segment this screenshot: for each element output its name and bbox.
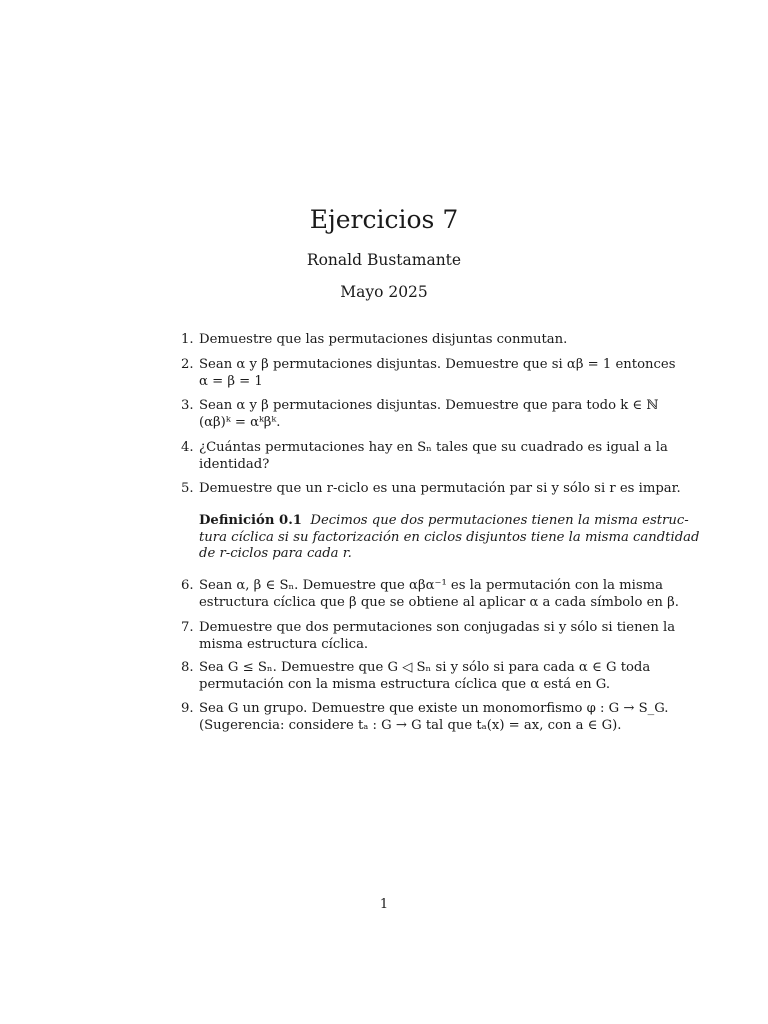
exercise-item <box>181 660 651 693</box>
exercise-item <box>181 398 659 431</box>
exercise-line: Sean α, β ∈ Sₙ. Demuestre que αβα⁻¹ es la permutación con la misma <box>199 578 664 593</box>
exercise-item <box>181 578 679 611</box>
definition-line: de r-ciclos para cada r. <box>199 546 352 561</box>
exercise-item <box>181 620 676 653</box>
exercise-text <box>199 660 651 693</box>
exercise-item <box>181 701 669 734</box>
exercise-number: 1. <box>181 332 194 347</box>
exercise-line: ¿Cuántas permutaciones hay en Sₙ tales que su cuadrado es igual a la <box>199 440 668 455</box>
exercise-line: (αβ)ᵏ = αᵏβᵏ. <box>199 414 281 430</box>
exercise-text <box>199 440 668 473</box>
exercise-text <box>199 701 669 734</box>
exercise-line: Demuestre que un r-ciclo es una permutación par si y sólo si r es impar. <box>199 481 681 496</box>
definition-block <box>199 513 700 563</box>
page-number: 1 <box>379 897 389 912</box>
exercise-line: Demuestre que dos permutaciones son conjugadas si y sólo si tienen la <box>199 620 676 635</box>
definition-label: Definición 0.1 <box>199 513 302 528</box>
exercise-text <box>199 481 681 498</box>
exercise-text <box>199 620 676 653</box>
exercise-number: 9. <box>181 701 194 716</box>
exercise-line: Sea G ≤ Sₙ. Demuestre que G ◁ Sₙ si y sólo si para cada α ∈ G toda <box>199 660 651 675</box>
exercise-line: Demuestre que las permutaciones disjuntas conmutan. <box>199 332 568 347</box>
definition-line: tura cíclica si su factorización en ciclos disjuntos tiene la misma candtidad <box>199 529 700 545</box>
exercise-line: estructura cíclica que β que se obtiene al aplicar α a cada símbolo en β. <box>199 594 679 610</box>
exercise-number: 2. <box>181 357 194 372</box>
exercise-text <box>199 332 601 349</box>
definition-line <box>199 513 689 530</box>
document-date: Mayo 2025 <box>340 283 428 301</box>
exercise-line: misma estructura cíclica. <box>199 636 369 652</box>
exercise-number: 5. <box>181 481 194 496</box>
exercise-line: Sean α y β permutaciones disjuntas. Demuestre que si αβ = 1 entonces <box>199 357 676 372</box>
exercise-item <box>181 357 676 390</box>
definition-text: Decimos que dos permutaciones tienen la misma estruc- <box>310 513 689 528</box>
document-author: Ronald Bustamante <box>306 251 462 269</box>
exercise-text <box>199 578 679 611</box>
exercise-line: (Sugerencia: considere tₐ : G → G tal que tₐ(x) = ax, con a ∈ G). <box>199 717 622 733</box>
exercise-line: identidad? <box>199 456 270 472</box>
exercise-number: 4. <box>181 440 194 455</box>
exercise-number: 6. <box>181 578 194 593</box>
exercise-line: permutación con la misma estructura cíclica que α está en G. <box>199 676 611 692</box>
exercise-text <box>199 398 659 431</box>
exercise-number: 8. <box>181 660 194 675</box>
exercise-number: 3. <box>181 398 194 413</box>
exercise-line: α = β = 1 <box>199 373 263 389</box>
exercise-line: Sea G un grupo. Demuestre que existe un monomorfismo φ : G → S_G. <box>199 701 669 716</box>
exercise-line: Sean α y β permutaciones disjuntas. Demuestre que para todo k ∈ ℕ <box>199 398 659 413</box>
exercise-item <box>181 440 668 473</box>
document-title: Ejercicios 7 <box>309 205 459 234</box>
exercise-item <box>181 332 601 349</box>
exercise-item <box>181 481 681 498</box>
exercise-text <box>199 357 676 390</box>
exercise-number: 7. <box>181 620 194 635</box>
